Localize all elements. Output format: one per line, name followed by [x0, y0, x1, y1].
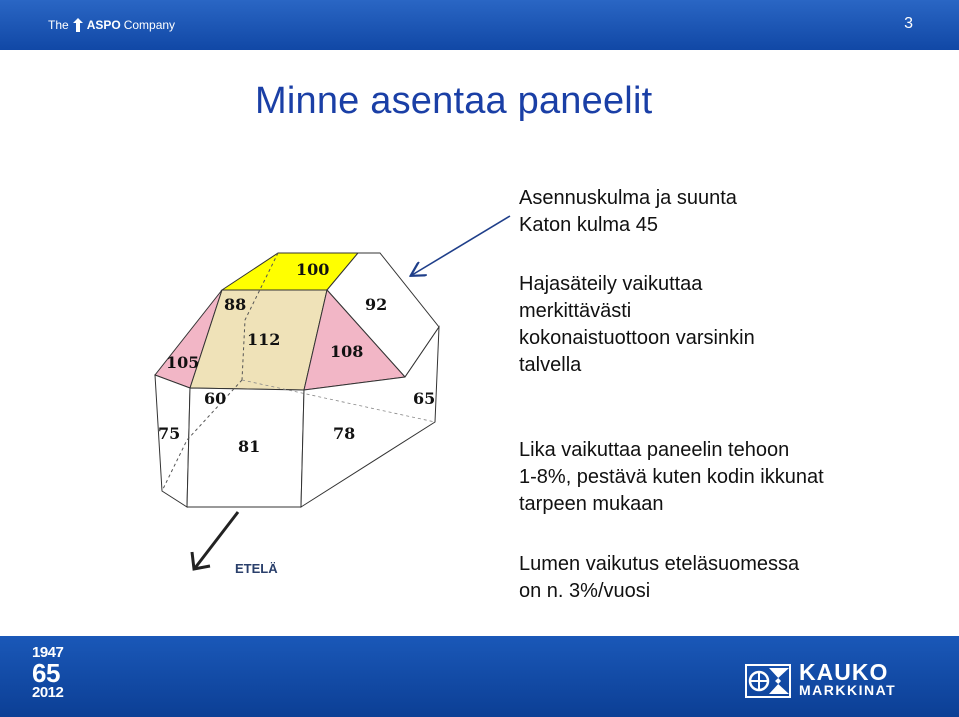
text-line: kokonaistuottoon varsinkin [519, 327, 755, 349]
anniv-year-end: 2012 [32, 684, 64, 701]
brand-company: Company [123, 18, 176, 32]
kauko-logo-icon [745, 664, 791, 698]
label-60: 60 [204, 389, 227, 408]
brand-line-2: MARKKINAT [799, 682, 897, 698]
brand-aspo: ASPO [86, 18, 121, 32]
text-line: 1-8%, pestävä kuten kodin ikkunat [519, 466, 824, 488]
text-line: talvella [519, 354, 582, 376]
label-81: 81 [238, 437, 261, 456]
text-line: Katon kulma 45 [519, 214, 658, 236]
south-arrow-icon [192, 512, 238, 569]
label-108: 108 [330, 342, 364, 361]
text-line: Lika vaikuttaa paneelin tehoon [519, 439, 790, 461]
text-block-snow [519, 551, 799, 605]
page-number: 3 [904, 15, 913, 32]
label-75: 75 [158, 424, 181, 443]
anniv-year-start: 1947 [32, 644, 64, 661]
aspo-logo-icon [72, 18, 84, 32]
text-line: Hajasäteily vaikuttaa [519, 273, 703, 295]
kauko-markkinat-logo [745, 659, 897, 699]
aspo-brand [48, 18, 175, 32]
label-92: 92 [365, 295, 388, 314]
label-88: 88 [224, 295, 247, 314]
brand-line-1: KAUKO [799, 659, 889, 685]
label-65: 65 [413, 389, 436, 408]
label-105: 105 [166, 353, 200, 372]
text-line: tarpeen mukaan [519, 493, 664, 515]
text-block-angle [519, 185, 737, 239]
text-block-dirt [519, 437, 824, 518]
text-line: on n. 3%/vuosi [519, 580, 651, 602]
anniversary-logo [32, 645, 76, 715]
text-block-diffuse [519, 271, 755, 379]
text-line: Lumen vaikutus eteläsuomessa [519, 553, 800, 575]
header-bar [0, 0, 959, 50]
anniv-number: 65 [32, 658, 60, 688]
text-line: merkittävästi [519, 300, 632, 322]
direction-label: ETELÄ [235, 561, 278, 576]
pointer-arrow [412, 216, 510, 275]
label-112: 112 [247, 330, 281, 349]
label-top: 100 [296, 260, 330, 279]
orientation-diagram [150, 200, 520, 585]
text-line: Asennuskulma ja suunta [519, 187, 737, 209]
label-78: 78 [333, 424, 356, 443]
brand-the: The [48, 18, 69, 32]
slide-title: Minne asentaa paneelit [255, 80, 653, 122]
